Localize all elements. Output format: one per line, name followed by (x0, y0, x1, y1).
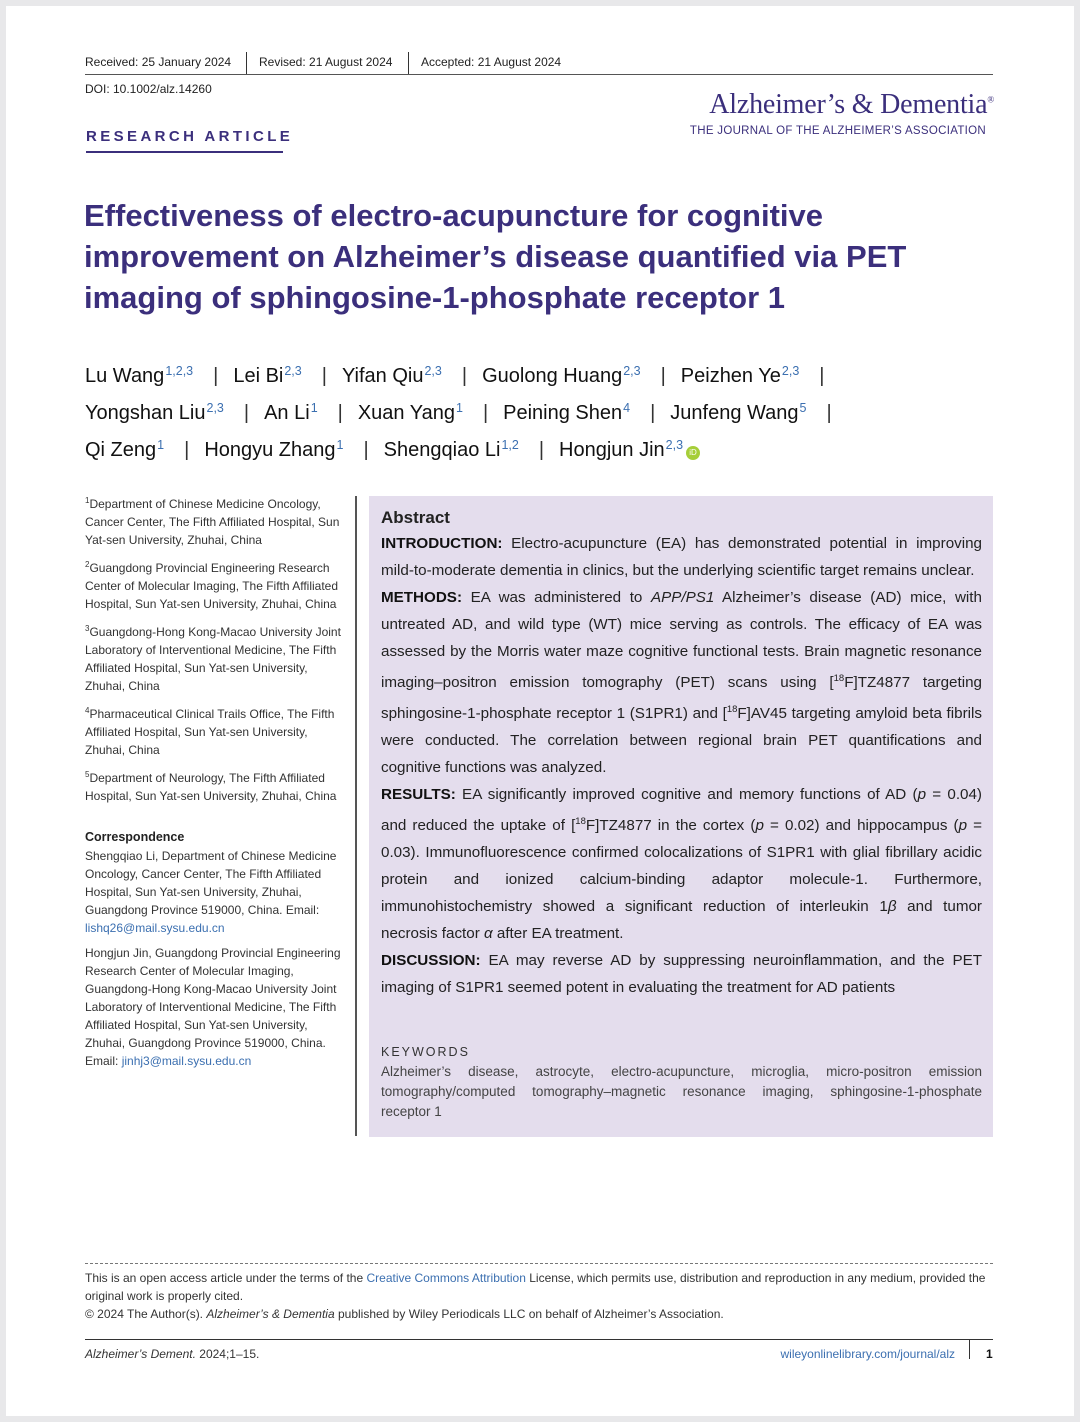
correspondence-entry (85, 944, 347, 1070)
journal-name: Alzheimer’s & Dementia (709, 89, 988, 120)
abstract-methods (381, 584, 982, 781)
correspondence-entry (85, 847, 347, 937)
author-line (85, 355, 985, 392)
author-separator: | (184, 439, 190, 461)
methods-label: METHODS: (381, 589, 462, 606)
author[interactable] (670, 402, 806, 424)
affiliation (85, 556, 347, 613)
author[interactable] (358, 402, 463, 424)
author[interactable] (85, 439, 164, 461)
author-affiliation-numbers: 1,2 (501, 438, 519, 452)
orcid-icon[interactable]: iD (686, 446, 700, 460)
author-line (85, 429, 985, 466)
author-affiliation-numbers: 1,2,3 (165, 364, 194, 378)
results-text: = 0.02) and hippocampus ( (763, 817, 959, 834)
discussion-text: EA may reverse AD by suppressing neuroinflammation, and the PET imaging of S1PR1 seemed potent in evaluating the treatment for AD patients (381, 952, 982, 996)
author[interactable] (204, 439, 343, 461)
author[interactable] (264, 402, 318, 424)
author-affiliation-numbers: 2,3 (284, 364, 302, 378)
author-separator: | (461, 365, 468, 387)
author-affiliation-numbers: 1 (157, 438, 165, 452)
email-link[interactable]: lishq26@mail.sysu.edu.cn (85, 921, 225, 935)
author-line (85, 392, 985, 429)
author[interactable] (342, 365, 442, 387)
author-name: Peining Shen (503, 402, 623, 424)
page-number: 1 (986, 1347, 993, 1361)
author-separator: | (819, 365, 825, 387)
abstract-introduction (381, 530, 982, 584)
column-divider (355, 496, 357, 1136)
affiliation-text: Department of Neurology, The Fifth Affiliated Hospital, Sun Yat-sen University, Zhuhai, China (85, 771, 337, 803)
author-separator: | (337, 402, 343, 424)
affiliation-number: 1 (85, 496, 90, 505)
author[interactable] (85, 402, 224, 424)
results-text: F]TZ4877 in the cortex ( (585, 817, 756, 834)
author-affiliation-numbers: 4 (623, 401, 631, 415)
methods-text: EA was administered to (462, 589, 651, 606)
author-name: Peizhen Ye (680, 365, 781, 387)
author-affiliation-numbers: 1 (310, 401, 318, 415)
discussion-label: DISCUSSION: (381, 952, 481, 969)
correspondence-address: Shengqiao Li, Department of Chinese Medicine Oncology, Cancer Center, The Fifth Affiliated Hospital, Sun Yat-sen University, Zhuhai, Guangdong Province 519000, China. (85, 849, 337, 917)
alpha-symbol: α (483, 925, 493, 942)
citation (85, 1347, 259, 1361)
author-affiliation-numbers: 2,3 (206, 401, 224, 415)
affiliation-text: Guangdong Provincial Engineering Research Center of Molecular Imaging, The Fifth Affiliated Hospital, Sun Yat-sen University, Zhuhai, China (85, 561, 339, 611)
author[interactable] (559, 439, 700, 461)
results-label: RESULTS: (381, 786, 456, 803)
author-separator: | (660, 365, 666, 387)
isotope-superscript: 18 (726, 704, 738, 715)
affiliation-text: Department of Chinese Medicine Oncology, Cancer Center, The Fifth Affiliated Hospital, Sun Yat-sen University, Zhuhai, China (85, 497, 340, 547)
results-text: EA significantly improved cognitive and memory functions of AD ( (455, 786, 918, 803)
author-name: Hongjun Jin (559, 439, 665, 461)
correspondence-heading: Correspondence (85, 830, 185, 844)
correspondence-address: Hongjun Jin, Guangdong Provincial Engineering Research Center of Molecular Imaging, Guangdong-Hong Kong-Macao University Joint Laboratory of Interventional Medicine, The Fifth Affiliated Hospital, Sun Yat-sen University, Zhuhai, Guangdong Province 519000, China. (85, 946, 341, 1050)
methods-text: Alzheimer’s disease (AD) mice, with untreated AD, and wild type (WT) mice serving as controls. The efficacy of EA was assessed by the Morris water maze cognitive functional tests. Brain magnetic resonance imaging–positron emission tomography (PET) scans using [ (381, 589, 982, 691)
author[interactable] (681, 365, 800, 387)
affiliations (85, 492, 347, 812)
affiliation (85, 492, 347, 549)
methods-text: F]TZ4877 targeting sphingosine-1-phosphate receptor 1 (S1PR1) and [ (381, 674, 982, 722)
results-text: and tumor necrosis factor (381, 898, 982, 942)
abstract-text (381, 530, 982, 1001)
affiliation-number: 3 (85, 624, 90, 633)
citation-year: 2024;1–15. (195, 1347, 260, 1361)
abstract-results (381, 781, 982, 947)
affiliation-number: 4 (85, 706, 90, 715)
results-text: = 0.04) and reduced the uptake of [ (381, 786, 982, 834)
article-page (6, 6, 1074, 1416)
author-name: Yifan Qiu (341, 365, 424, 387)
p-symbol: p (755, 817, 764, 834)
author[interactable] (233, 365, 301, 387)
author[interactable] (482, 365, 641, 387)
author-separator: | (321, 365, 327, 387)
article-type: RESEARCH ARTICLE (86, 128, 294, 145)
author-name: Hongyu Zhang (204, 439, 336, 461)
author-name: Qi Zeng (85, 439, 157, 461)
affiliation (85, 620, 347, 695)
article-title: Effectiveness of electro-acupuncture for cognitive improvement on Alzheimer’s disease quantified via PET imaging of sphingosine-1-phosphate receptor 1 (84, 198, 907, 315)
journal-logo (709, 89, 994, 121)
revised-date: Revised: 21 August 2024 (259, 55, 393, 69)
copyright-text: published by Wiley Periodicals LLC on behalf of Alzheimer’s Association. (334, 1307, 724, 1321)
author-separator: | (538, 439, 545, 461)
beta-symbol: β (887, 898, 897, 915)
keywords-text: Alzheimer’s disease, astrocyte, electro-acupuncture, microglia, micro-positron emission tomography/computed tomography–magnetic resonance imaging, sphingosine-1-phosphate receptor 1 (381, 1064, 982, 1119)
copyright-journal: Alzheimer’s & Dementia (206, 1307, 335, 1321)
affiliation-number: 2 (85, 560, 90, 569)
author-name: Xuan Yang (357, 402, 455, 424)
header-divider (246, 52, 247, 74)
copyright-text: © 2024 The Author(s). (85, 1307, 207, 1321)
author-name: Lei Bi (233, 365, 284, 387)
affiliation-text: Guangdong-Hong Kong-Macao University Joint Laboratory of Interventional Medicine, The Fifth Affiliated Hospital, Sun Yat-sen University, Zhuhai, China (85, 625, 341, 693)
footer-rule (85, 1339, 993, 1340)
header-divider (408, 52, 409, 74)
author-separator: | (482, 402, 489, 424)
article-type-underline (86, 151, 283, 153)
author[interactable] (85, 365, 193, 387)
introduction-text: Electro-acupuncture (EA) has demonstrated potential in improving mild-to-moderate dementia in clinics, but the underlying scientific target remains unclear. (381, 535, 982, 579)
author-name: An Li (264, 402, 310, 424)
registered-mark: ® (987, 94, 994, 105)
affiliation (85, 702, 347, 759)
author[interactable] (503, 402, 630, 424)
author-name: Guolong Huang (482, 365, 623, 387)
author-affiliation-numbers: 2,3 (781, 364, 800, 378)
correspondence-section (85, 830, 347, 1077)
abstract-discussion (381, 947, 982, 1001)
methods-italic: APP/PS1 (650, 589, 715, 606)
email-label: Email: (285, 903, 320, 917)
author-name: Shengqiao Li (383, 439, 501, 461)
footer-dashed-rule (85, 1263, 993, 1264)
author[interactable] (384, 439, 519, 461)
methods-text: F]AV45 targeting amyloid beta fibrils were conducted. The correlation between regional brain PET quantifications and cognitive functions was analyzed. (381, 705, 982, 776)
abstract-box (369, 496, 993, 1137)
isotope-superscript: 18 (833, 673, 845, 684)
results-text: after EA treatment. (492, 925, 624, 942)
journal-subtitle: THE JOURNAL OF THE ALZHEIMER’S ASSOCIATION (689, 125, 986, 137)
introduction-label: INTRODUCTION: (381, 535, 503, 552)
results-text: = 0.03). Immunofluorescence confirmed colocalizations of S1PR1 with glial fibrillary acidic protein and ionized calcium-binding adaptor molecule-1. Furthermore, immunohistochemistry showed a significant reduction of interleukin 1 (381, 817, 982, 915)
header-rule (85, 74, 993, 75)
author-list (85, 355, 985, 466)
author-separator: | (363, 439, 369, 461)
email-label: Email: (85, 1054, 122, 1068)
keywords-heading: KEYWORDS (381, 1045, 470, 1059)
author-affiliation-numbers: 2,3 (424, 364, 442, 378)
email-link[interactable]: jinhj3@mail.sysu.edu.cn (121, 1054, 252, 1068)
author-separator: | (650, 402, 656, 424)
author-name: Yongshan Liu (85, 402, 206, 424)
received-date: Received: 25 January 2024 (85, 55, 232, 69)
affiliation-number: 5 (85, 770, 90, 779)
author-affiliation-numbers: 2,3 (665, 438, 684, 452)
license-text: This is an open access article under the terms of the (85, 1271, 367, 1285)
author-affiliation-numbers: 1 (336, 438, 344, 452)
license-notice (85, 1269, 995, 1323)
author-affiliation-numbers: 2,3 (623, 364, 641, 378)
footer-divider (969, 1339, 970, 1359)
abstract-heading: Abstract (381, 508, 450, 527)
author-affiliation-numbers: 5 (799, 401, 807, 415)
affiliation-text: Pharmaceutical Clinical Trails Office, The Fifth Affiliated Hospital, Sun Yat-sen University, Zhuhai, China (85, 707, 335, 757)
license-link[interactable]: Creative Commons Attribution (366, 1271, 526, 1285)
citation-journal: Alzheimer’s Dement. (85, 1347, 196, 1361)
author-separator: | (243, 402, 250, 424)
author-name: Junfeng Wang (670, 402, 799, 424)
author-separator: | (213, 365, 219, 387)
author-affiliation-numbers: 1 (455, 401, 463, 415)
isotope-superscript: 18 (575, 816, 586, 827)
p-symbol: p (917, 786, 927, 803)
affiliation (85, 766, 347, 805)
accepted-date: Accepted: 21 August 2024 (421, 55, 562, 69)
journal-url[interactable]: wileyonlinelibrary.com/journal/alz (780, 1347, 955, 1361)
license-text: License, which permits use, distribution and reproduction in any medium, provided the original work is properly cited. (85, 1271, 986, 1303)
p-symbol: p (958, 817, 968, 834)
author-name: Lu Wang (85, 365, 165, 387)
doi: DOI: 10.1002/alz.14260 (85, 82, 212, 96)
author-separator: | (826, 402, 832, 424)
